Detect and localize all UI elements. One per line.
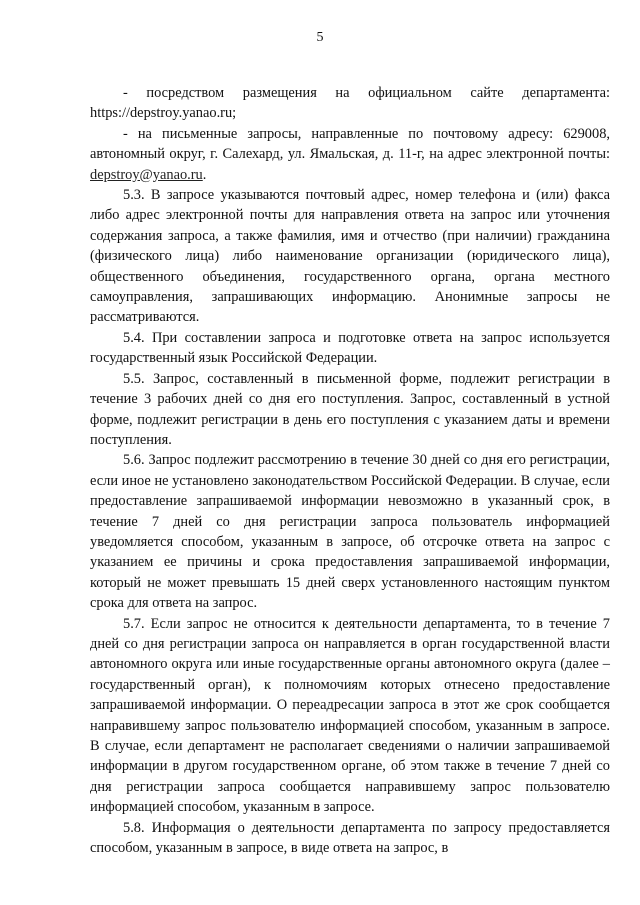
paragraph-bullet-site: - посредством размещения на официальном сайте департамента: https://depstroy.yanao.ru; (90, 85, 610, 122)
paragraph-5-7: 5.7. Если запрос не относится к деятельности департамента, то в течение 7 дней со дня регистрации запроса он направляется в орган государственной власти автономного округа или иные государственные органы автономного округа (далее – государственный орган), к полномочиям которых отнесено предоставление запрашиваемой информации. О переадресации запроса в этот же срок сообщается направившему запрос пользователю информацией способом, указанным в запросе. В случае, если департамент не располагает сведениями о наличии запрашиваемой информации в другом государственном органе, об этом также в течение 7 дней со дня регистрации запроса сообщается направившему запрос пользователю информацией способом, указанным в запросе. (90, 615, 610, 816)
paragraph-5-5: 5.5. Запрос, составленный в письменной форме, подлежит регистрации в течение 3 рабочих дней со дня его поступления. Запрос, составленный в устной форме, подлежит регистрации в день его поступления с указанием даты и времени поступления. (90, 370, 610, 448)
paragraph-5-4: 5.4. При составлении запроса и подготовке ответа на запрос используется государственный язык Российской Федерации. (90, 329, 610, 367)
paragraph-bullet-post (90, 124, 610, 185)
page-number: 5 (316, 30, 324, 45)
paragraph-5-3: 5.3. В запросе указываются почтовый адрес, номер телефона и (или) факса либо адрес электронной почты для направления ответа на запрос или уточнения содержания запроса, а также фамилия, имя и отчество (при наличии) гражданина (физического лица) либо наименование организации (юридического лица), общественного объединения, государственного органа, органа местного самоуправления, запрашивающих информацию. Анонимные запросы не рассматриваются. (90, 187, 610, 326)
paragraph-bullet-post-end: . (202, 166, 207, 183)
email-link[interactable]: depstroy@yanao.ru (90, 166, 203, 183)
document-body (90, 83, 610, 858)
paragraph-bullet-post-text: - на письменные запросы, направленные по почтовому адресу: 629008, автономный округ, г. Салехард, ул. Ямальская, д. 11-г, на адрес электронной почты: (90, 125, 610, 163)
paragraph-5-6: 5.6. Запрос подлежит рассмотрению в течение 30 дней со дня его регистрации, если иное не установлено законодательством Российской Федерации. В случае, если предоставление запрашиваемой информации невозможно в указанный срок, в течение 7 дней со дня регистрации запроса пользователь информацией уведомляется способом, указанным в запросе, об отсрочке ответа на запрос с указанием ее причины и срока предоставления запрашиваемой информации, который не может превышать 15 дней сверх установленного настоящим пунктом срока для ответа на запрос. (90, 452, 610, 612)
paragraph-5-8: 5.8. Информация о деятельности департамента по запросу предоставляется способом, указанным в запросе, в виде ответа на запрос, в (90, 819, 610, 857)
